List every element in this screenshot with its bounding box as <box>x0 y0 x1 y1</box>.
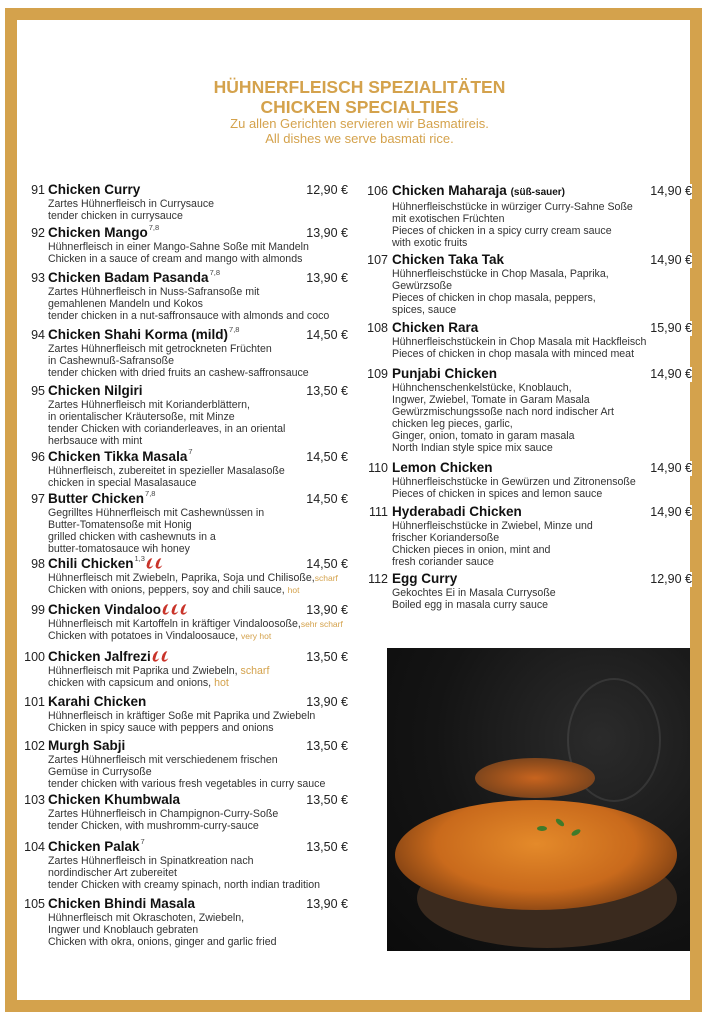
chili-icon <box>180 603 190 615</box>
item-description-line <box>392 237 692 249</box>
item-description-line <box>48 618 348 630</box>
menu-item <box>24 738 348 790</box>
menu-item <box>31 383 348 447</box>
item-price: 14,50 € <box>306 328 348 342</box>
description-text: spices, sauce <box>392 304 457 316</box>
description-text: herbsauce with mint <box>48 435 143 447</box>
item-name: Lemon Chicken <box>392 460 493 475</box>
description-text: Zartes Hühnerfleisch in Champignon-Curry-Soße <box>48 808 279 820</box>
description-text: Ingwer und Knoblauch gebraten <box>48 924 199 936</box>
item-name: Punjabi Chicken <box>392 366 498 381</box>
item-name-row <box>48 383 348 399</box>
description-text: Zartes Hühnerfleisch mit getrockneten Früchten <box>48 343 272 355</box>
item-description-line <box>48 531 348 543</box>
item-price: 13,50 € <box>306 384 348 398</box>
menu-item <box>31 447 348 489</box>
item-number: 97 <box>31 492 45 506</box>
item-name: Butter Chicken <box>48 491 145 506</box>
item-name: Chicken Taka Tak <box>392 252 505 267</box>
allergen-codes: 7,8 <box>209 268 221 277</box>
description-text: tender chicken with dried fruits an cashew-saffronsauce <box>48 367 309 379</box>
item-description-line <box>392 599 692 611</box>
item-price: 14,50 € <box>306 450 348 464</box>
item-number: 92 <box>31 226 45 240</box>
chicken-curry-photo <box>387 648 690 951</box>
item-description-line <box>48 435 348 447</box>
item-description-line <box>392 476 692 488</box>
description-text: Zartes Hühnerfleisch in Currysauce <box>48 198 215 210</box>
item-description-line <box>392 213 692 225</box>
description-text: Chicken with potatoes in Vindaloosauce, <box>48 630 241 642</box>
chili-icon <box>146 557 156 569</box>
item-name-row <box>48 270 348 286</box>
item-name: Chicken Jalfrezi <box>48 649 151 664</box>
item-number: 111 <box>368 505 388 519</box>
item-price: 12,90 € <box>650 572 692 586</box>
item-name: Chicken Bhindi Masala <box>48 896 196 911</box>
item-name: Chicken Shahi Korma (mild) <box>48 327 229 342</box>
item-name-row <box>392 571 692 587</box>
item-number: 102 <box>24 739 45 753</box>
item-description-line <box>48 722 348 734</box>
item-number: 93 <box>31 271 45 285</box>
description-text: tender chicken in currysauce <box>48 210 183 222</box>
item-number: 106 <box>367 184 388 198</box>
item-description-line <box>392 544 692 556</box>
item-price: 12,90 € <box>306 183 348 197</box>
item-description-line <box>48 198 348 210</box>
item-number: 109 <box>367 367 388 381</box>
description-text: Zartes Hühnerfleisch mit Korianderblättern, <box>48 399 250 411</box>
item-name: Karahi Chicken <box>48 694 147 709</box>
item-number: 96 <box>31 450 45 464</box>
item-description-line <box>392 304 692 316</box>
allergen-codes: 7,8 <box>145 489 156 498</box>
menu-item <box>367 366 692 454</box>
item-description-line <box>48 778 348 790</box>
item-description-line <box>392 348 692 360</box>
description-text: Pieces of chicken in spices and lemon sauce <box>392 488 603 500</box>
item-description-line <box>392 587 692 599</box>
item-description-line <box>48 630 348 642</box>
item-description-line <box>48 766 348 778</box>
menu-item <box>31 182 348 222</box>
item-description-line <box>48 343 348 355</box>
description-text: Hühnerfleischstücke in Zwiebel, Minze und <box>392 520 593 532</box>
item-price: 14,90 € <box>650 461 692 475</box>
item-description-line <box>48 477 348 489</box>
item-description-line <box>48 519 348 531</box>
item-description-line <box>392 520 692 532</box>
item-number: 94 <box>31 328 45 342</box>
item-name: Chicken Curry <box>48 182 141 197</box>
item-name-row <box>48 327 348 343</box>
description-text: Gemüse in Currysoße <box>48 766 152 778</box>
title-german: HÜHNERFLEISCH SPEZIALITÄTEN <box>213 77 506 97</box>
subtitle-german: Zu allen Gerichten servieren wir Basmatireis. <box>230 116 489 131</box>
description-text: Hühnerfleisch in einer Mango-Sahne Soße mit Mandeln <box>48 241 309 253</box>
item-name: Chicken Mango <box>48 225 148 240</box>
item-description-line <box>392 382 692 394</box>
item-description-line <box>392 418 692 430</box>
item-number: 99 <box>31 603 45 617</box>
subtitle-english: All dishes we serve basmati rice. <box>265 131 454 146</box>
item-number: 100 <box>24 650 45 664</box>
spice-level-label: scharf <box>314 573 338 583</box>
item-name-row <box>48 491 348 507</box>
item-number: 98 <box>31 557 45 571</box>
description-text: chicken with capsicum and onions, <box>48 677 215 689</box>
description-text: Boiled egg in masala curry sauce <box>392 599 549 611</box>
menu-item <box>367 183 692 249</box>
item-description-line <box>392 268 692 280</box>
item-name: Chicken Palak <box>48 839 140 854</box>
item-number: 108 <box>367 321 388 335</box>
description-text: Hühnerfleischstücke in Chop Masala, Paprika, <box>392 268 609 280</box>
menu-item <box>368 460 692 500</box>
title-english: CHICKEN SPECIALTIES <box>260 97 459 117</box>
item-number: 112 <box>368 572 388 586</box>
item-description-line <box>48 665 348 677</box>
item-description-line <box>392 406 692 418</box>
menu-item <box>368 571 692 611</box>
item-description-line <box>48 465 348 477</box>
menu-item <box>24 792 348 832</box>
item-description-line <box>392 430 692 442</box>
description-text: gemahlenen Mandeln und Kokos <box>48 298 203 310</box>
description-text: Hühnerfleisch mit Kartoffeln in kräftiger Vindaloosoße, <box>48 618 301 630</box>
item-description-line <box>48 867 348 879</box>
description-text: fresh coriander sauce <box>392 556 494 568</box>
item-name-row <box>392 504 692 520</box>
item-name-row <box>48 792 348 808</box>
spice-level-label: very hot <box>240 631 272 641</box>
item-description-line <box>48 310 348 322</box>
item-description-line <box>48 879 348 891</box>
item-name-row <box>48 602 348 618</box>
item-description-line <box>392 532 692 544</box>
item-name: Chicken Khumbwala <box>48 792 181 807</box>
description-text: Zartes Hühnerfleisch in Spinatkreation nach <box>48 855 254 867</box>
item-description-line <box>48 924 348 936</box>
menu-item <box>31 268 348 322</box>
item-price: 13,90 € <box>306 271 348 285</box>
item-price: 13,90 € <box>306 226 348 240</box>
item-price: 13,90 € <box>306 695 348 709</box>
item-name: Chicken Maharaja <box>392 183 507 198</box>
item-description-line <box>48 855 348 867</box>
description-text: grilled chicken with cashewnuts in a <box>48 531 216 543</box>
menu-item <box>31 554 348 596</box>
menu-item <box>24 694 348 734</box>
item-name: Murgh Sabji <box>48 738 126 753</box>
allergen-codes: 7 <box>188 447 193 456</box>
item-number: 103 <box>24 793 45 807</box>
description-text: in Cashewnuß-Safransoße <box>48 355 175 367</box>
item-description-line <box>48 710 348 722</box>
item-description-line <box>392 556 692 568</box>
item-description-line <box>392 488 692 500</box>
allergen-codes: 7,8 <box>229 325 240 334</box>
item-price: 14,90 € <box>650 253 692 267</box>
description-text: Pieces of chicken in a spicy curry cream sauce <box>392 225 612 237</box>
item-price: 13,50 € <box>306 793 348 807</box>
description-text: butter-tomatosauce wih honey <box>48 543 190 555</box>
item-name-row <box>392 183 692 201</box>
item-description-line <box>392 394 692 406</box>
item-description-line <box>48 754 348 766</box>
spice-level-label: scharf <box>240 665 270 677</box>
menu-item <box>31 489 348 555</box>
menu-item <box>31 223 348 265</box>
item-price: 14,90 € <box>650 367 692 381</box>
item-description-line <box>48 423 348 435</box>
item-price: 14,90 € <box>650 505 692 519</box>
description-text: Hühnerfleisch mit Paprika und Zwiebeln, <box>48 665 241 677</box>
item-number: 101 <box>24 695 45 709</box>
spice-level-label: hot <box>287 585 300 595</box>
item-name-row <box>48 225 348 241</box>
item-name-row <box>48 738 348 754</box>
item-price: 13,90 € <box>306 603 348 617</box>
menu-item <box>31 325 348 379</box>
description-text: tender Chicken, with mushromm-curry-sauce <box>48 820 259 832</box>
description-text: Chicken pieces in onion, mint and <box>392 544 551 556</box>
item-description-line <box>48 677 348 689</box>
chili-icon <box>155 557 165 569</box>
item-number: 91 <box>31 183 45 197</box>
item-description-line <box>392 280 692 292</box>
item-number: 104 <box>24 840 45 854</box>
description-text: tender chicken in a nut-saffronsauce with almonds and coco <box>48 310 330 322</box>
item-name-row <box>392 366 692 382</box>
item-number: 107 <box>367 253 388 267</box>
description-text: Hühnerfleischstücke in würziger Curry-Sahne Soße <box>392 201 633 213</box>
item-description-line <box>48 241 348 253</box>
description-text: chicken in special Masalasauce <box>48 477 197 489</box>
description-text: with exotic fruits <box>392 237 468 249</box>
item-price: 15,90 € <box>650 321 692 335</box>
item-description-line <box>392 201 692 213</box>
menu-item <box>31 602 348 642</box>
description-text: Ginger, onion, tomato in garam masala <box>392 430 575 442</box>
menu-item <box>24 896 348 948</box>
item-description-line <box>48 808 348 820</box>
description-text: nordindischer Art zubereitet <box>48 867 177 879</box>
item-name-row <box>392 252 692 268</box>
item-description-line <box>48 936 348 948</box>
item-name: Chicken Rara <box>392 320 479 335</box>
description-text: Hühnerfleischstückein in Chop Masala mit Hackfleisch <box>392 336 647 348</box>
item-name: Chicken Nilgiri <box>48 383 143 398</box>
description-text: Pieces of chicken in chop masala with minced meat <box>392 348 635 360</box>
item-description-line <box>392 442 692 454</box>
description-text: Zartes Hühnerfleisch mit verschiedenem frischen <box>48 754 278 766</box>
description-text: Gewürzsoße <box>392 280 453 292</box>
item-name-row <box>48 649 348 665</box>
item-description-line <box>48 584 348 596</box>
description-text: Hühnchenschenkelstücke, Knoblauch, <box>392 382 572 394</box>
description-text: Pieces of chicken in chop masala, peppers, <box>392 292 596 304</box>
menu-item <box>367 252 692 316</box>
description-text: chicken leg pieces, garlic, <box>392 418 513 430</box>
item-number: 110 <box>368 461 388 475</box>
item-price: 14,50 € <box>306 557 348 571</box>
item-description-line <box>48 411 348 423</box>
chili-icon <box>151 650 161 662</box>
item-description-line <box>48 912 348 924</box>
item-name: Chicken Badam Pasanda <box>48 270 209 285</box>
item-name: Chicken Tikka Masala <box>48 449 188 464</box>
description-text: mit exotischen Früchten <box>392 213 505 225</box>
item-price: 13,50 € <box>306 840 348 854</box>
menu-item <box>24 649 348 689</box>
item-name-row <box>48 896 348 912</box>
item-price: 13,90 € <box>306 897 348 911</box>
item-description-line <box>48 507 348 519</box>
description-text: Hühnerfleisch in kräftiger Soße mit Paprika und Zwiebeln <box>48 710 316 722</box>
item-description-line <box>48 820 348 832</box>
item-name-row <box>48 182 348 198</box>
description-text: Zartes Hühnerfleisch in Nuss-Safransoße mit <box>48 286 260 298</box>
item-description-line <box>48 399 348 411</box>
item-description-line <box>48 355 348 367</box>
chili-icon <box>160 650 170 662</box>
description-text: Chicken with onions, peppers, soy and chili sauce, <box>48 584 288 596</box>
item-description-line <box>48 298 348 310</box>
description-text: Hühnerfleisch, zubereitet in spezieller Masalasoße <box>48 465 285 477</box>
chili-icon <box>162 603 172 615</box>
curry-bowl <box>395 800 677 910</box>
item-price: 14,90 € <box>650 184 692 198</box>
item-description-line <box>392 225 692 237</box>
allergen-codes: 7 <box>140 837 145 846</box>
spice-level-label: hot <box>214 677 229 689</box>
item-description-line <box>48 543 348 555</box>
item-description-line <box>392 336 692 348</box>
item-number: 105 <box>24 897 45 911</box>
description-text: Chicken in spicy sauce with peppers and onions <box>48 722 274 734</box>
item-name: Chili Chicken <box>48 556 134 571</box>
item-description-line <box>392 292 692 304</box>
item-price: 13,50 € <box>306 650 348 664</box>
item-description-line <box>48 286 348 298</box>
item-name-row <box>392 320 692 336</box>
item-name-row <box>48 839 348 855</box>
item-name: Hyderabadi Chicken <box>392 504 522 519</box>
description-text: tender chicken with various fresh vegetables in curry sauce <box>48 778 326 790</box>
item-name-row <box>48 556 348 572</box>
item-description-line <box>48 210 348 222</box>
description-text: Ingwer, Zwiebel, Tomate in Garam Masala <box>392 394 590 406</box>
menu-item <box>367 320 692 360</box>
item-name-row <box>48 449 348 465</box>
description-text: North Indian style spice mix sauce <box>392 442 553 454</box>
description-text: frischer Koriandersoße <box>392 532 500 544</box>
description-text: Chicken with okra, onions, ginger and garlic fried <box>48 936 277 948</box>
description-text: Chicken in a sauce of cream and mango with almonds <box>48 253 303 265</box>
item-name-row <box>48 694 348 710</box>
description-text: in orientalischer Kräutersoße, mit Minze <box>48 411 235 423</box>
item-name: Chicken Vindaloo <box>48 602 162 617</box>
description-text: tender Chicken with corianderleaves, in an oriental <box>48 423 286 435</box>
item-name: Egg Curry <box>392 571 458 586</box>
spice-level-label: sehr scharf <box>300 619 343 629</box>
item-name-row <box>392 460 692 476</box>
item-description-line <box>48 367 348 379</box>
menu-item <box>368 504 692 568</box>
description-text: Butter-Tomatensoße mit Honig <box>48 519 192 531</box>
item-number: 95 <box>31 384 45 398</box>
description-text: Hühnerfleisch mit Okraschoten, Zwiebeln, <box>48 912 245 924</box>
description-text: Hühnerfleischstücke in Gewürzen und Zitronensoße <box>392 476 636 488</box>
description-text: Gewürzmischungssoße nach nord indischer Art <box>392 406 614 418</box>
description-text: Gekochtes Ei in Masala Currysoße <box>392 587 556 599</box>
coriander-leaf <box>537 826 547 831</box>
item-price: 14,50 € <box>306 492 348 506</box>
description-text: tender Chicken with creamy spinach, north indian tradition <box>48 879 321 891</box>
item-name-suffix: (süß-sauer) <box>510 187 566 198</box>
description-text: Gegrilltes Hühnerfleisch mit Cashewnüssen in <box>48 507 265 519</box>
allergen-codes: 1,3 <box>134 554 145 563</box>
curry-pot <box>475 758 595 798</box>
chili-icon <box>171 603 181 615</box>
allergen-codes: 7,8 <box>148 223 160 232</box>
menu-item <box>24 837 348 891</box>
item-price: 13,50 € <box>306 739 348 753</box>
item-description-line <box>48 253 348 265</box>
item-description-line <box>48 572 348 584</box>
description-text: Hühnerfleisch mit Zwiebeln, Paprika, Soja und Chilisoße, <box>48 572 315 584</box>
